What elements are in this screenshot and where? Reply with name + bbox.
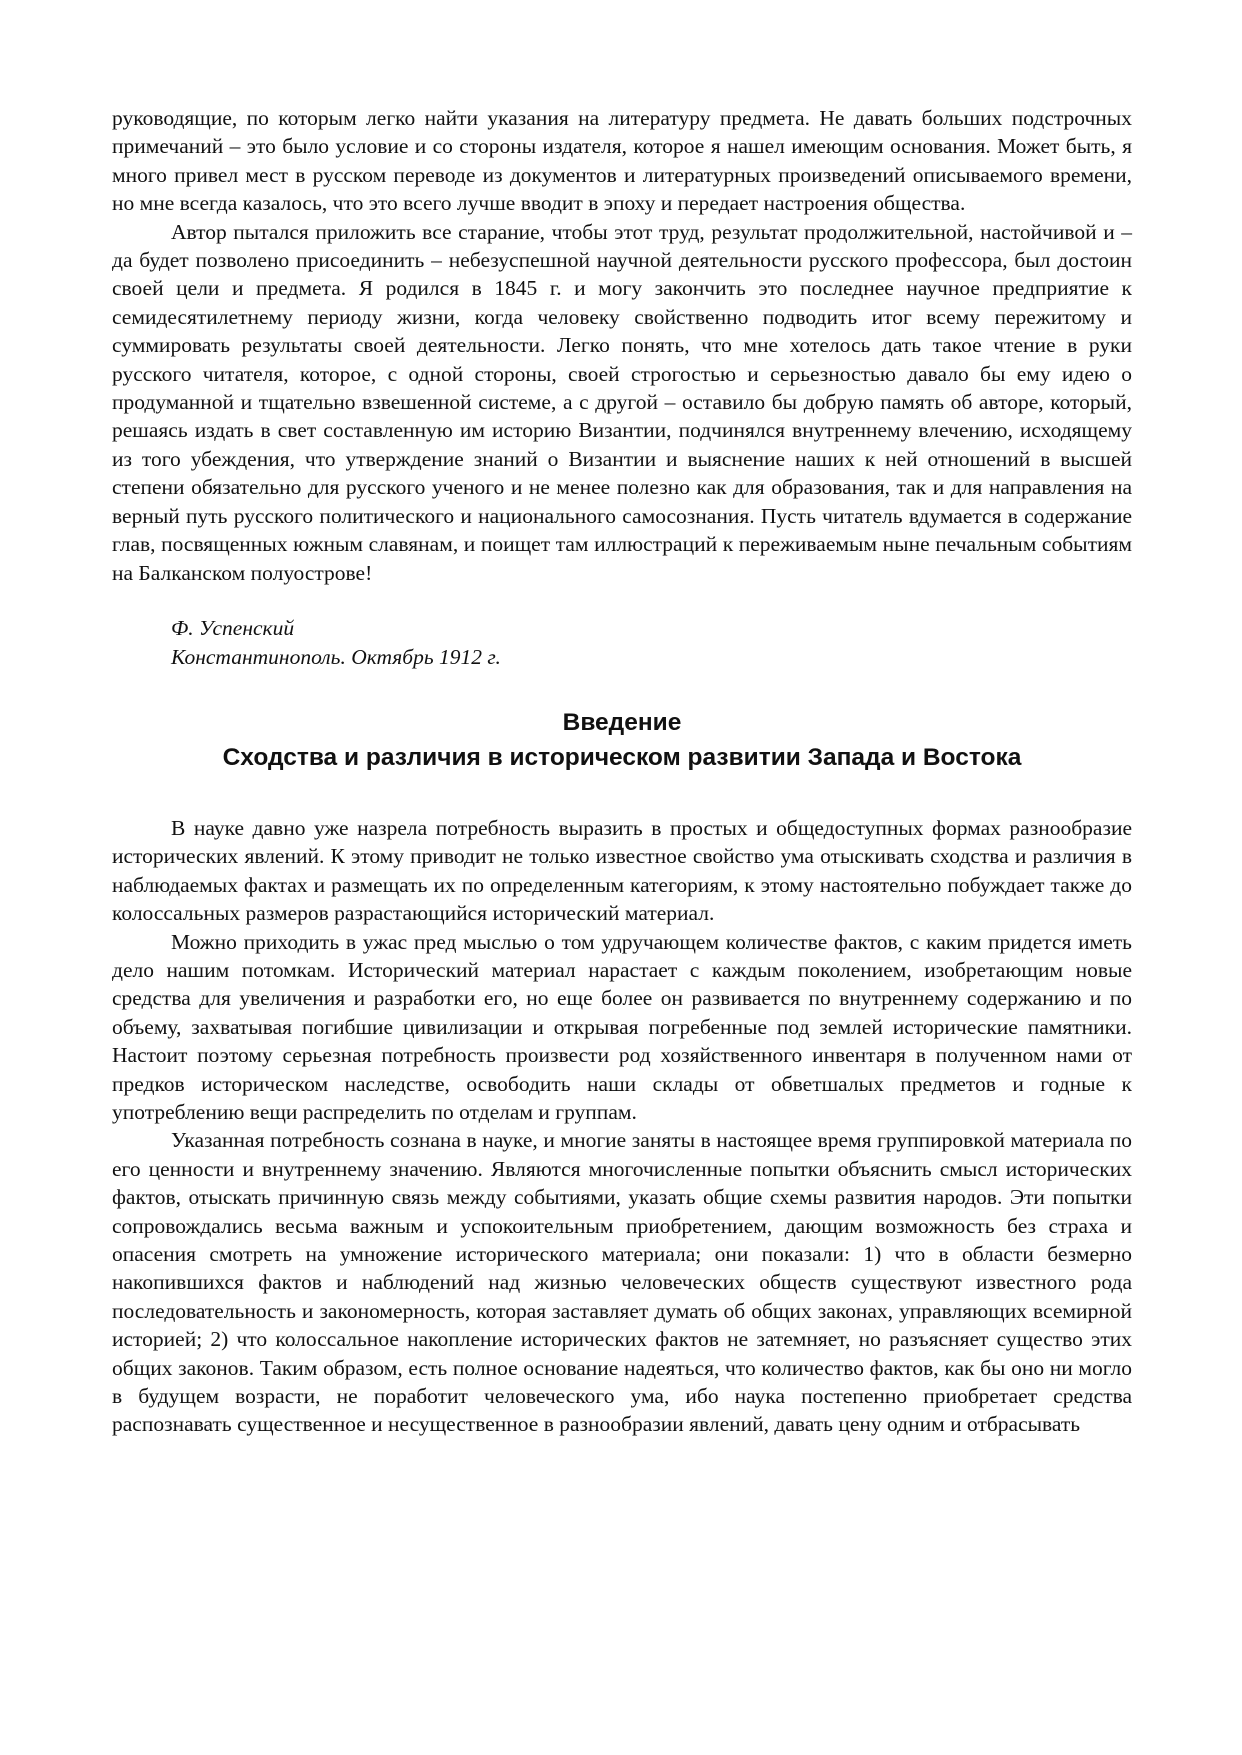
section-title: Введение <box>562 708 682 736</box>
document-page <box>112 104 1132 1439</box>
paragraph-intro-1: В науке давно уже назрела потребность выразить в простых и общедоступных формах разнообразие исторических явлений. К этому приводит не только известное свойство ума отыскивать сходства и различия в наблюдаемых фактах и размещать их по определенным категориям, к этому настоятельно побуждает также до колоссальных размеров разрастающийся исторический материал. <box>112 815 1132 926</box>
signature-place-date: Константинополь. Октябрь 1912 г. <box>171 644 501 669</box>
section-subtitle: Сходства и различия в историческом развитии Запада и Востока <box>222 743 1022 771</box>
paragraph-continuation: руководящие, по которым легко найти указания на литературу предмета. Не давать больших подстрочных примечаний – это было условие и со стороны издателя, которое я нашел имеющим основания. Может быть, я много привел мест в русском переводе из документов и литературных произведений описываемого времени, но мне всегда казалось, что это всего лучше вводит в эпоху и передает настроения общества. <box>112 106 1132 216</box>
section-heading <box>112 705 1132 775</box>
signature-block <box>112 614 1132 672</box>
paragraph-author-note: Автор пытался приложить все старание, чтобы этот труд, результат продолжительной, настойчивой и – да будет позволено присоединить – небезуспешной научной деятельности русского профессора, был достоин своей цели и предмета. Я родился в 1845 г. и могу закончить это последнее научное предприятие к семидесятилетнему периоду жизни, когда человеку свойственно подводить итог всему пережитому и суммировать результаты своей деятельности. Легко понять, что мне хотелось дать такое чтение в руки русского читателя, которое, с одной стороны, своей строгостью и серьезностью давало бы ему идею о продуманной и тщательно взвешенной системе, а с другой – оставило бы добрую память об авторе, который, решаясь издать в свет составленную им историю Византии, подчинялся внутреннему влечению, исходящему из того убеждения, что утверждение знаний о Византии и выяснение наших к ней отношений в высшей степени обязательно для русского ученого и не менее полезно как для образования, так и для направления на верный путь русского политического и национального самосознания. Пусть читатель вдумается в содержание глав, посвященных южным славянам, и поищет там иллюстраций к переживаемым ныне печальным событиям на Балканском полуострове! <box>112 219 1132 585</box>
paragraph-intro-3: Указанная потребность сознана в науке, и многие заняты в настоящее время группировкой материала по его ценности и внутреннему значению. Являются многочисленные попытки объяснить смысл исторических фактов, отыскать причинную связь между событиями, указать общие схемы развития народов. Эти попытки сопровождались весьма важным и успокоительным приобретением, дающим возможность без страха и опасения смотреть на умножение исторического материала; они показали: 1) что в области безмерно накопившихся фактов и наблюдений над жизнью человеческих обществ существуют известного рода последовательность и закономерность, которая заставляет думать об общих законах, управляющих всемирной историей; 2) что колоссальное накопление исторических фактов не затемняет, но разъясняет существо этих общих законов. Таким образом, есть полное основание надеяться, что количество фактов, как бы оно ни могло в будущем возрасти, не поработит человеческого ума, ибо наука постепенно приобретает средства распознавать существенное и несущественное в разнообразии явлений, давать цену одним и отбрасывать <box>112 1128 1132 1437</box>
signature-author: Ф. Успенский <box>171 615 295 640</box>
paragraph-intro-2: Можно приходить в ужас пред мыслью о том удручающем количестве фактов, с каким придется иметь дело нашим потомкам. Исторический материал нарастает с каждым поколением, изобретающим новые средства для увеличения и разработки его, но еще более он развивается по внутреннему содержанию и по объему, захватывая погибшие цивилизации и открывая погребенные под землей исторические памятники. Настоит поэтому серьезная потребность произвести род хозяйственного инвентаря в полученном нами от предков историческом наследстве, освободить наши склады от обветшалых предметов и годные к употреблению вещи распределить по отделам и группам. <box>112 929 1132 1124</box>
